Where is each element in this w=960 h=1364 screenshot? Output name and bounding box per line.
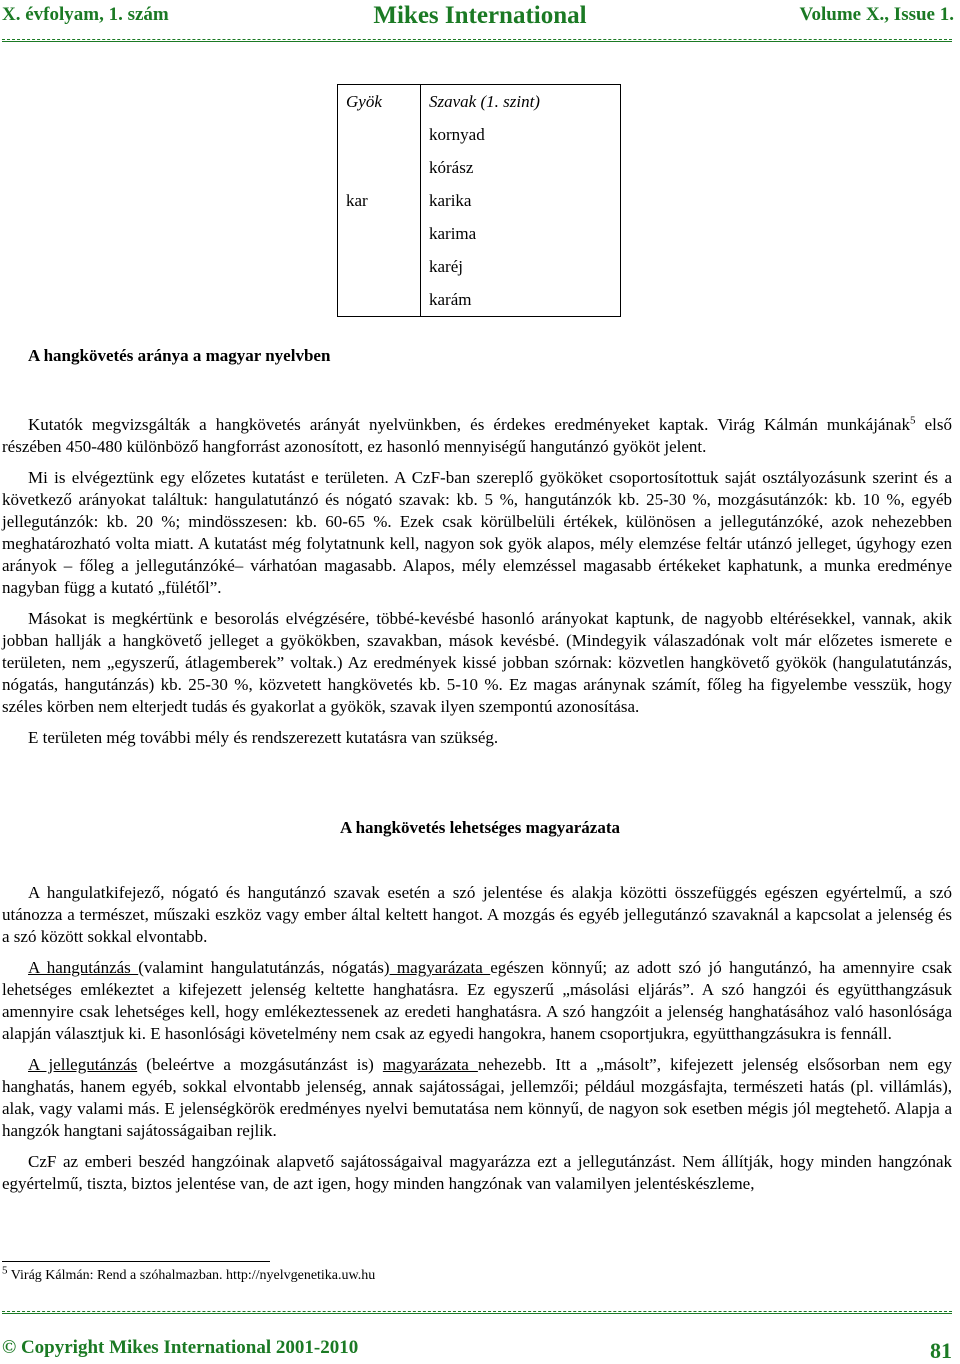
page-header bbox=[0, 2, 960, 32]
header-rule bbox=[2, 39, 952, 42]
paragraph: E területen még további mély és rendszerezett kutatásra van szükség. bbox=[28, 728, 499, 747]
section-title-ratio: A hangkövetés aránya a magyar nyelvben bbox=[28, 346, 331, 365]
table-col2 bbox=[421, 85, 621, 317]
table-word: kornyad bbox=[429, 125, 485, 144]
table-word: karika bbox=[429, 191, 472, 210]
footer-rule bbox=[2, 1311, 952, 1314]
footer-copyright: © Copyright Mikes International 2001-2010 bbox=[2, 1337, 359, 1358]
table-header-words: Szavak (1. szint) bbox=[429, 92, 540, 111]
roots-table bbox=[337, 84, 621, 317]
paragraph: Másokat is megkértünk e besorolás elvégzésére, többé-kevésbé hasonló arányokat kaptunk, de nagyobb eltérésekkel, vannak, akik jobban hallják a hangkövető jelleget a gyökökben, szavakban, mások kevésbé. (Mindegyik válaszadónak volt már előzetes ismerete e területen, nem „egyszerű, átlagemberek” voltak.) Az eredmények kissé jobban szórnak: közvetlen hangkövető gyökök (hangulatutánzás, nógatás, hangutánzás) kb. 25-30 %, közvetett hangkövetés kb. 5-10 %. Ez magas aránynak számít, főleg ha figyelembe vesszük, hogy széles körben nem elterjedt tudás és gyakorlat a gyökök, szavak ilyen szempontú azonosítása. bbox=[2, 609, 952, 716]
header-issue-en: Volume X., Issue 1. bbox=[799, 4, 954, 25]
paragraph: A hangutánzás (valamint hangulatutánzás, nógatás) magyarázata egészen könnyű; az adott szó jó hangutánzó, ha amennyire csak lehetséges emlékeztet a kifejezett jelenség keltette hanghatásra. Ez egyszerű „másolási eljárás”. A szó hangzói és együtthangzásuk amennyire csak lehetséges kell, hogy emlékeztessenek az eredeti hanghatásra. A szó hangzóit a jelenség hanghatásához való hasonlósága alapján választjuk ki. E hasonlósági követelmény nem csak az egyedi hangokra, hanem csoportjukra, együtthangzásukra is fennáll. bbox=[2, 958, 953, 1043]
table-word: kórász bbox=[429, 158, 474, 177]
section1-body bbox=[2, 414, 952, 758]
table-word: karéj bbox=[429, 257, 463, 276]
paragraph: A jellegutánzás (beleértve a mozgásutánzást is) magyarázata nehezebb. Itt a „másolt”, kifejezett jelenség elsősorban nem egy hanghatás, hanem egyéb, sokkal elvontabb jelenség, annak sajátosságai, jellemzői; például mozgásfajta, természeti hatás (pl. villámlás), alak, vagy valami más. E jelenségkörök eredményes nyelvi bemutatása nem könnyű, de nagyon sok esetben mégis jól megtehető. Alapja a hangzók hangtani sajátosságaiban rejlik. bbox=[2, 1055, 952, 1140]
header-title: Mikes International bbox=[373, 2, 587, 29]
table-header-root: Gyök bbox=[346, 92, 382, 111]
header-issue-hu: X. évfolyam, 1. szám bbox=[2, 4, 169, 25]
paragraph: CzF az emberi beszéd hangzóinak alapvető sajátosságaival magyarázza ezt a jellegutánzást. Nem állítják, hogy minden hangzónak egyértelmű, tiszta, biztos jelentése van, de azt igen, hogy minden hangzónak van valamilyen jelentéskészleme, bbox=[2, 1152, 952, 1193]
paragraph: Mi is elvégeztünk egy előzetes kutatást e területen. A CzF-ban szereplő gyököket csoportosítottuk saját osztályozásunk szerint és a következő arányokat találtuk: hangulatutánzó és nógató szavak: kb. 5 %, hangutánzók kb. 25-30 %, mozgásutánzók: kb. 10 %, egyéb jellegutánzók: kb. 20 %; mindösszesen: kb. 60-65 %. Ezek csak körülbelüli értékek, különösen a jellegutánzóké, azok nehezebben meghatározható volta miatt. A kutatást még folytatnunk kell, nagyon sok gyök alapos, mély elemzése feltár utánzó jelleget, úgyhogy ezen arányok – főleg a jellegutánzóké– várhatóan magasabb. Alapos, mély elemzéssel magasabb értékeket kaphatunk, a munka eredménye nagyban függ a kutató „fülétől”. bbox=[2, 468, 952, 597]
table-word: karám bbox=[429, 290, 472, 309]
footnote-ref: 5 bbox=[910, 414, 916, 427]
page-number: 81 bbox=[930, 1338, 952, 1363]
table-col1 bbox=[338, 85, 421, 317]
footnote-rule bbox=[2, 1261, 270, 1262]
paragraph: A hangulatkifejező, nógató és hangutánzó szavak esetén a szó jelentése és alakja közötti összefüggés egészen egyértelmű, a szó utánozza a természet, műszaki eszköz vagy ember által keltett hangot. A mozgás és egyéb jellegutánzó szavaknál a kapcsolat a jelenség és a szó között sokkal elvontabb. bbox=[2, 883, 952, 946]
table-word: karima bbox=[429, 224, 477, 243]
table-root-value: kar bbox=[346, 191, 368, 210]
section2-body bbox=[2, 882, 952, 1204]
footnote: $^5$ Virág Kálmán: Rend a szóhalmazban. http://nyelvgenetika.uw.hu bbox=[2, 1264, 376, 1283]
section-title-explanation: A hangkövetés lehetséges magyarázata bbox=[340, 818, 620, 837]
paragraph: Kutatók megvizsgálták a hangkövetés arányát nyelvünkben, és érdekes eredményeket kaptak. Virág Kálmán munkájának$^5$ első részében 450-480 különböző hangforrást azonosított, ez hasonló mennyiségű hangutánzó gyököt jelent. bbox=[2, 414, 952, 456]
